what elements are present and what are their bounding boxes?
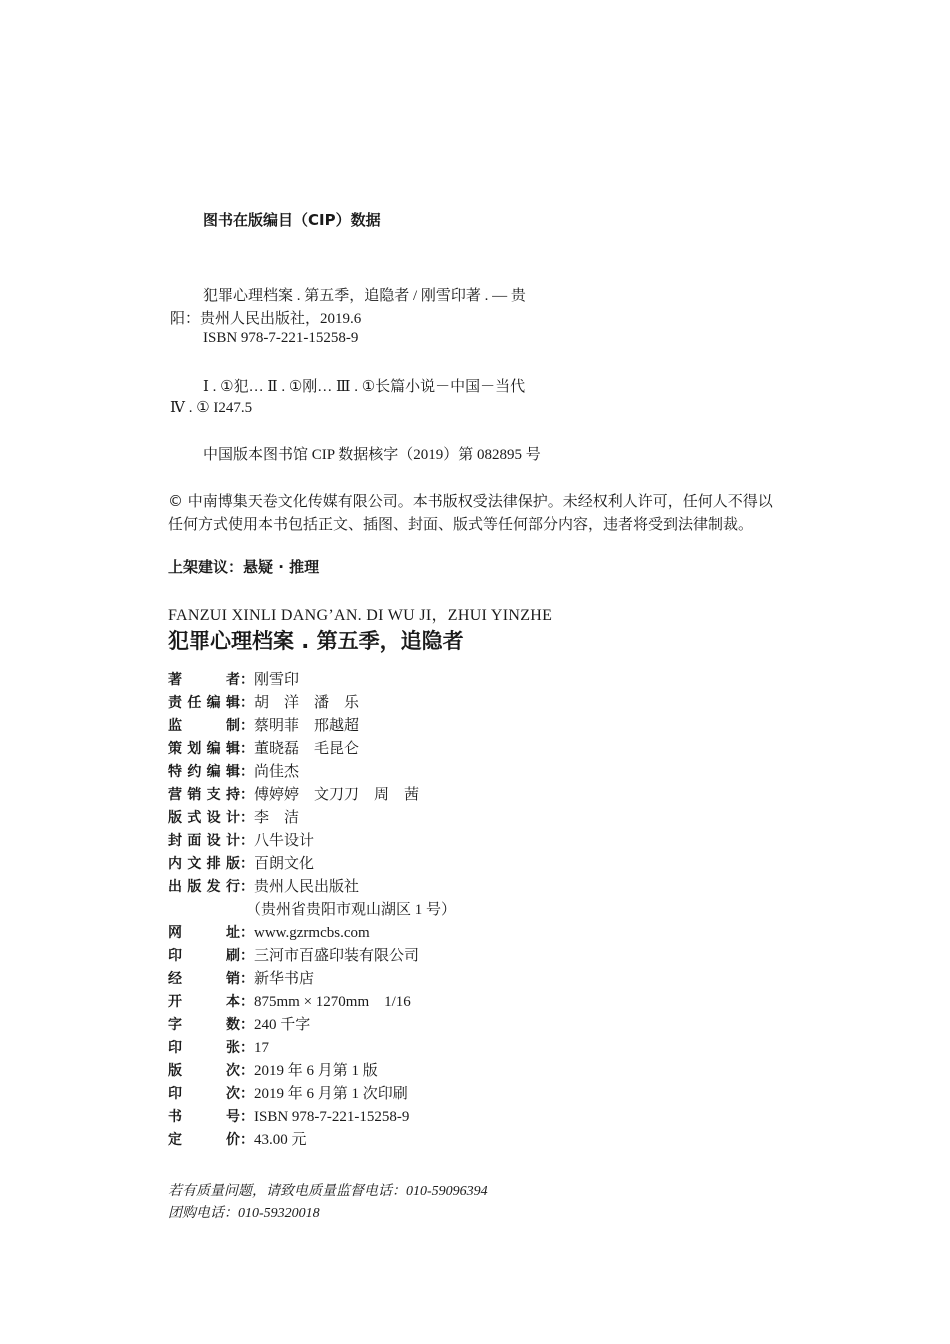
credit-value: 新华书店: [254, 971, 315, 987]
credit-row-word-count: 字数：240 千字: [168, 1013, 456, 1036]
cip-publisher-line: 阳：贵州人民出版社，2019.6: [170, 311, 362, 327]
copyright-line-2: 任何方式使用本书包括正文、插图、封面、版式等任何部分内容，违者将受到法律制裁。: [168, 515, 754, 533]
credit-row-sheets: 印张：17: [168, 1036, 456, 1059]
credit-row-edition: 版次：2019 年 6 月第 1 版: [168, 1059, 456, 1082]
credit-row-distributor: 经销：新华书店: [168, 967, 456, 990]
credit-row-planning-editor: 策划编辑：董晓磊 毛昆仑: [168, 737, 456, 760]
credit-row-printing: 印次：2019 年 6 月第 1 次印刷: [168, 1082, 456, 1105]
credit-value: 2019 年 6 月第 1 次印刷: [254, 1086, 408, 1102]
credit-label: 版次: [168, 1063, 240, 1079]
credit-label: 版式设计: [168, 810, 240, 826]
cip-isbn: ISBN 978-7-221-15258-9: [203, 330, 359, 346]
credit-label: 监制: [168, 718, 240, 734]
copyright-line-1: © 中南博集天卷文化传媒有限公司。本书版权受法律保护。未经权利人许可，任何人不得以: [168, 492, 773, 510]
credit-row-cover-design: 封面设计：八牛设计: [168, 829, 456, 852]
credit-label: 内文排版: [168, 856, 240, 872]
credit-value: 百朗文化: [254, 856, 315, 872]
cip-classification-1: Ⅰ . ①犯… Ⅱ . ①刚… Ⅲ . ①长篇小说－中国－当代: [203, 379, 526, 395]
credit-row-format: 开本：875mm × 1270mm 1/16: [168, 990, 456, 1013]
credit-label: 特约编辑: [168, 764, 240, 780]
credit-label: 著者: [168, 672, 240, 688]
cip-verification: 中国版本图书馆 CIP 数据核字（2019）第 082895 号: [203, 447, 541, 463]
credit-row-publisher: 出版发行：贵州人民出版社: [168, 875, 456, 898]
credit-row-marketing: 营销支持：傅婷婷 文刀刀 周 茜: [168, 783, 456, 806]
credit-row-printer: 印刷：三河市百盛印装有限公司: [168, 944, 456, 967]
credit-value: 尚佳杰: [254, 764, 300, 780]
cip-heading: 图书在版编目（CIP）数据: [203, 211, 381, 229]
credit-row-author: 著者：刚雪印: [168, 668, 456, 691]
book-title: 犯罪心理档案 . 第五季，追隐者: [168, 629, 464, 653]
cip-classification-2: Ⅳ . ① I247.5: [170, 400, 253, 416]
credit-label: 字数: [168, 1017, 240, 1033]
quality-hotline: 若有质量问题，请致电质量监督电话：010-59096394: [168, 1184, 488, 1199]
credit-row-layout-design: 版式设计：李 洁: [168, 806, 456, 829]
credit-label: 印次: [168, 1086, 240, 1102]
credit-value: 李 洁: [254, 810, 300, 826]
credit-value: 傅婷婷 文刀刀 周 茜: [254, 787, 420, 803]
cip-title-line: 犯罪心理档案 . 第五季，追隐者 / 刚雪印著 . — 贵: [203, 288, 526, 304]
credit-row-typesetting: 内文排版：百朗文化: [168, 852, 456, 875]
credits-list: [168, 668, 456, 1151]
pinyin-title: FANZUI XINLI DANG’AN. DI WU JI，ZHUI YINZHE: [168, 607, 553, 624]
credit-label: 网址: [168, 925, 240, 941]
credit-label: 责任编辑: [168, 695, 240, 711]
credit-value: 蔡明菲 邢越超: [254, 718, 360, 734]
credit-row-isbn: 书号：ISBN 978-7-221-15258-9: [168, 1105, 456, 1128]
credit-value: 875mm × 1270mm 1/16: [254, 994, 411, 1010]
credit-value: ISBN 978-7-221-15258-9: [254, 1109, 410, 1125]
credit-value: 刚雪印: [254, 672, 300, 688]
credit-row-publisher-address: [168, 898, 456, 921]
credit-label: 出版发行: [168, 879, 240, 895]
credit-label: 策划编辑: [168, 741, 240, 757]
credit-label: 经销: [168, 971, 240, 987]
credit-label: 开本: [168, 994, 240, 1010]
credit-row-editor: 责任编辑：胡 洋 潘 乐: [168, 691, 456, 714]
credit-label: 封面设计: [168, 833, 240, 849]
credit-value: 胡 洋 潘 乐: [254, 695, 360, 711]
credit-label: 营销支持: [168, 787, 240, 803]
credit-value: （贵州省贵阳市观山湖区 1 号）: [246, 902, 457, 918]
credit-value: 17: [254, 1040, 269, 1056]
credit-row-price: 定价：43.00 元: [168, 1128, 456, 1151]
credit-row-special-editor: 特约编辑：尚佳杰: [168, 760, 456, 783]
credit-label: 印刷: [168, 948, 240, 964]
credit-value: 2019 年 6 月第 1 版: [254, 1063, 378, 1079]
credit-value: 董晓磊 毛昆仑: [254, 741, 360, 757]
shelf-suggestion: 上架建议：悬疑 · 推理: [168, 558, 320, 576]
credit-row-website: 网址：www.gzrmcbs.com: [168, 921, 456, 944]
credit-value: 240 千字: [254, 1017, 311, 1033]
credit-value: 八牛设计: [254, 833, 315, 849]
credit-value: www.gzrmcbs.com: [254, 925, 370, 941]
group-purchase-hotline: 团购电话：010-59320018: [168, 1206, 320, 1221]
credit-value: 三河市百盛印装有限公司: [254, 948, 420, 964]
credit-label: 书号: [168, 1109, 240, 1125]
credit-label: 印张: [168, 1040, 240, 1056]
credit-label: 定价: [168, 1132, 240, 1148]
credit-value: 贵州人民出版社: [254, 879, 360, 895]
credit-row-producer: 监制：蔡明菲 邢越超: [168, 714, 456, 737]
credit-value: 43.00 元: [254, 1132, 307, 1148]
